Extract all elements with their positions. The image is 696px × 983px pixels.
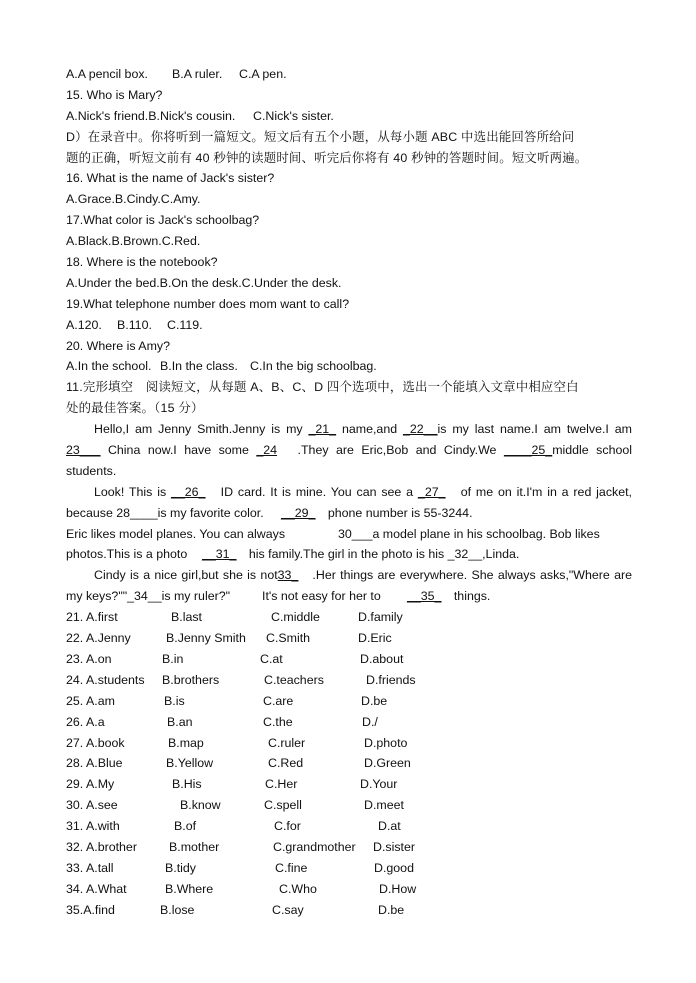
passage-line: Look! This is __26_ ID card. It is mine. You can see a _27_ of me on it.I'm in a red jacket, xyxy=(94,484,632,499)
option-c: C.In the big schoolbag. xyxy=(250,359,377,374)
options-22: 22. A.Jenny B.Jenny Smith C.Smith D.Eric xyxy=(66,631,392,646)
blank-21: _21_ xyxy=(308,422,337,437)
q19-options xyxy=(66,315,632,336)
cloze-heading-cont: 处的最佳答案。（15 分） xyxy=(66,401,204,416)
option-a: A.120. xyxy=(66,317,102,332)
option-b: B.In the class. xyxy=(160,359,238,374)
options-27: 27. A.book B.map C.ruler D.photo xyxy=(66,735,408,750)
question-16: 16. What is the name of Jack's sister? xyxy=(66,171,275,186)
passage-line: because 28____is my favorite color. __29_ phone number is 55-3244. xyxy=(66,505,473,520)
question-19: 19.What telephone number does mom want to call? xyxy=(66,296,350,311)
blank-33: 33_ xyxy=(277,568,299,583)
q15-options xyxy=(66,106,632,127)
options-21: 21. A.first B.last C.middle D.family xyxy=(66,610,403,625)
options-25: 25. A.am B.is C.are D.be xyxy=(66,693,388,708)
q20-options xyxy=(66,356,632,377)
option-a: A.In the school. xyxy=(66,359,152,374)
section-d-instruction-1: D）在录音中。你将听到一篇短文。短文后有五个小题，从每小题 ABC 中选出能回答所给问 xyxy=(66,129,575,144)
cloze-heading: 11.完形填空 阅读短文，从每题 A、B、C、D 四个选项中，选出一个能填入文章中相应空白 xyxy=(66,380,579,395)
passage-line: Eric likes model planes. You can always 30___a model plane in his schoolbag. Bob likes xyxy=(66,526,600,541)
section-d-instruction-2: 题的正确，听短文前有 40 秒钟的读题时间、听完后你将有 40 秒钟的答题时间。短文听两遍。 xyxy=(66,150,588,165)
q18-options: A.Under the bed.B.On the desk.C.Under the desk. xyxy=(66,275,342,290)
blank-30: 30___a model plane in his schoolbag. Bob likes xyxy=(338,526,600,541)
options-34: 34. A.What B.Where C.Who D.How xyxy=(66,881,417,896)
blank-29: __29_ xyxy=(281,505,316,520)
question-20: 20. Where is Amy? xyxy=(66,338,170,353)
q17-options: A.Black.B.Brown.C.Red. xyxy=(66,234,201,249)
options-23: 23. A.on B.in C.at D.about xyxy=(66,651,404,666)
option-b: B.A ruler. xyxy=(172,67,223,81)
options-35: 35.A.find B.lose C.say D.be xyxy=(66,902,405,917)
blank-31: __31_ xyxy=(202,547,237,562)
option-a: A.A pencil box. xyxy=(66,67,148,81)
options-33: 33. A.tall B.tidy C.fine D.good xyxy=(66,860,414,875)
passage-line: students. xyxy=(66,463,117,478)
blank-23: 23___ xyxy=(66,443,101,458)
options-32: 32. A.brother B.mother C.grandmother D.sister xyxy=(66,839,415,854)
option-c: C.A pen. xyxy=(239,67,287,81)
q16-options: A.Grace.B.Cindy.C.Amy. xyxy=(66,192,201,207)
worksheet-page xyxy=(66,64,632,921)
blank-26: __26_ xyxy=(171,484,206,499)
blank-35: __35_ xyxy=(407,589,442,604)
question-17: 17.What color is Jack's schoolbag? xyxy=(66,213,260,228)
options-28: 28. A.Blue B.Yellow C.Red D.Green xyxy=(66,756,411,771)
passage-line: Cindy is a nice girl,but she is not33_ .Her things are everywhere. She always asks,"Where are xyxy=(94,568,632,583)
blank-27: _27_ xyxy=(417,484,446,499)
passage-line: 23___ China now.I have some _24 .They are Eric,Bob and Cindy.We ____25_middle school xyxy=(66,443,632,458)
blank-24: _24 xyxy=(256,443,278,458)
option-c: C.119. xyxy=(167,317,203,332)
option-c: C.Nick's sister. xyxy=(253,108,334,123)
option-b: B.110. xyxy=(117,317,152,332)
options-30: 30. A.see B.know C.spell D.meet xyxy=(66,798,404,813)
options-31: 31. A.with B.of C.for D.at xyxy=(66,819,401,834)
question-18: 18. Where is the notebook? xyxy=(66,255,218,270)
options-26: 26. A.a B.an C.the D./ xyxy=(66,714,378,729)
options-29: 29. A.My B.His C.Her D.Your xyxy=(66,777,398,792)
blank-22: _22__ xyxy=(403,422,438,437)
passage-line: Hello,I am Jenny Smith.Jenny is my _21_ name,and _22__is my last name.I am twelve.I am xyxy=(94,422,632,437)
q14-options xyxy=(66,64,632,85)
passage-line: my keys?""_34__is my ruler?" It's not easy for her to __35_ things. xyxy=(66,589,491,604)
blank-25: ____25_ xyxy=(503,443,553,458)
question-15: 15. Who is Mary? xyxy=(66,87,163,102)
option-ab: A.Nick's friend.B.Nick's cousin. xyxy=(66,108,236,123)
options-24: 24. A.students B.brothers C.teachers D.friends xyxy=(66,672,416,687)
passage-line: photos.This is a photo __31_ his family.The girl in the photo is his _32__,Linda. xyxy=(66,547,520,562)
